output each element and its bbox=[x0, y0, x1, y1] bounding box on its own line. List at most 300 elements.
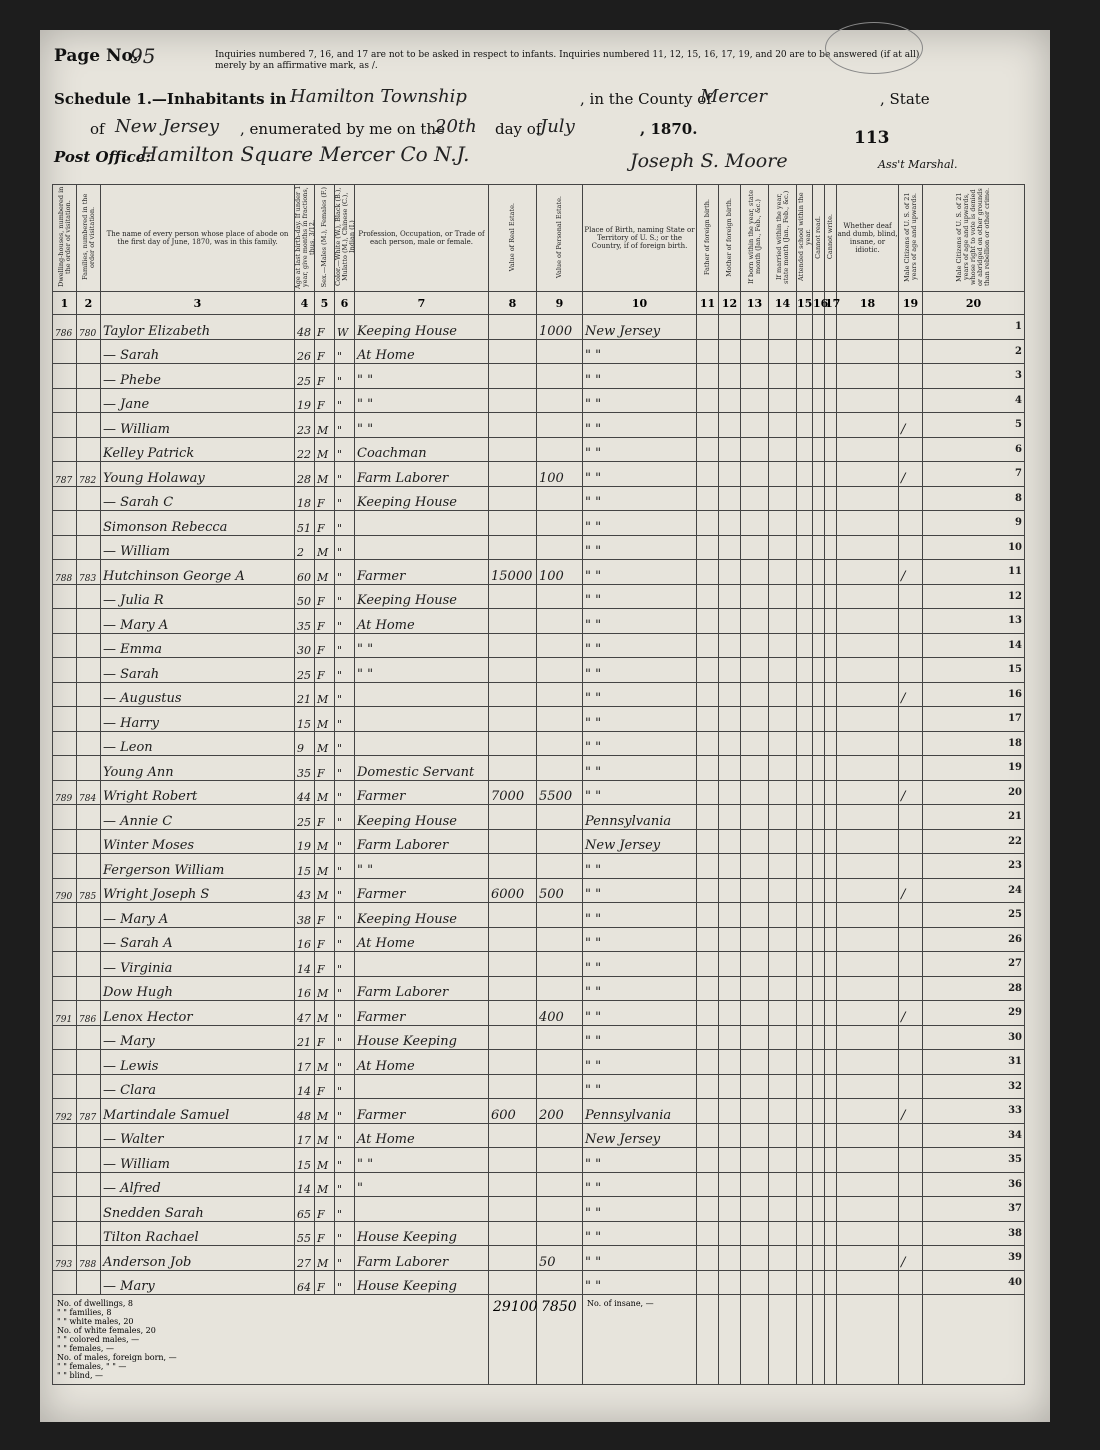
age: 15 bbox=[295, 707, 315, 732]
personal-estate-value bbox=[537, 682, 583, 707]
age: 15 bbox=[295, 1148, 315, 1173]
col-number: 8 bbox=[489, 292, 537, 315]
birthplace: " " bbox=[583, 1074, 697, 1099]
person-name: — Alfred bbox=[101, 1172, 295, 1197]
person-name: — Mary bbox=[101, 1025, 295, 1050]
male-citizen-mark bbox=[899, 388, 923, 413]
empty-cell bbox=[697, 633, 719, 658]
dwelling-number bbox=[53, 1025, 77, 1050]
personal-estate-value: 200 bbox=[537, 1099, 583, 1124]
empty-cell bbox=[719, 707, 741, 732]
empty-cell bbox=[797, 658, 813, 683]
empty-cell bbox=[697, 584, 719, 609]
age: 14 bbox=[295, 1172, 315, 1197]
table-row bbox=[53, 1246, 1025, 1271]
dwelling-number bbox=[53, 658, 77, 683]
family-number bbox=[77, 805, 101, 830]
empty-cell bbox=[813, 633, 825, 658]
family-number bbox=[77, 511, 101, 536]
personal-estate-value bbox=[537, 1270, 583, 1295]
col-head-dwelling: Dwelling-houses, numbered in the order of visitation. bbox=[53, 185, 77, 292]
personal-estate-value bbox=[537, 437, 583, 462]
family-number bbox=[77, 1148, 101, 1173]
empty-cell bbox=[825, 388, 837, 413]
empty-cell bbox=[697, 756, 719, 781]
empty-cell bbox=[697, 1050, 719, 1075]
empty-cell bbox=[797, 1221, 813, 1246]
empty-cell bbox=[741, 731, 769, 756]
age: 27 bbox=[295, 1246, 315, 1271]
empty-cell bbox=[797, 1270, 813, 1295]
empty-cell bbox=[719, 315, 741, 340]
family-number bbox=[77, 927, 101, 952]
dwelling-number bbox=[53, 584, 77, 609]
male-citizen-mark bbox=[899, 535, 923, 560]
line-number: 29 bbox=[923, 1001, 1025, 1026]
real-estate-value: 7000 bbox=[489, 780, 537, 805]
empty-cell bbox=[825, 413, 837, 438]
empty-cell bbox=[769, 731, 797, 756]
table-row bbox=[53, 1148, 1025, 1173]
col-number: 11 bbox=[697, 292, 719, 315]
sex: F bbox=[315, 1270, 335, 1295]
personal-estate-value bbox=[537, 364, 583, 389]
table-row bbox=[53, 388, 1025, 413]
page-no-label: Page No. bbox=[54, 46, 139, 66]
empty-cell bbox=[769, 1221, 797, 1246]
occupation: At Home bbox=[355, 339, 489, 364]
color: " bbox=[335, 511, 355, 536]
state-value: New Jersey bbox=[115, 116, 220, 137]
dwelling-number bbox=[53, 1197, 77, 1222]
empty-cell bbox=[769, 315, 797, 340]
col-number: 20 bbox=[923, 292, 1025, 315]
empty-cell bbox=[769, 658, 797, 683]
empty-cell bbox=[719, 927, 741, 952]
personal-estate-value bbox=[537, 805, 583, 830]
footer-summary bbox=[53, 1295, 489, 1385]
family-number bbox=[77, 1025, 101, 1050]
age: 35 bbox=[295, 609, 315, 634]
color: " bbox=[335, 952, 355, 977]
empty-cell bbox=[825, 927, 837, 952]
empty-cell bbox=[797, 756, 813, 781]
dwelling-number bbox=[53, 388, 77, 413]
male-citizen-mark bbox=[899, 927, 923, 952]
empty-cell bbox=[719, 486, 741, 511]
age: 17 bbox=[295, 1123, 315, 1148]
personal-estate-value bbox=[537, 927, 583, 952]
family-number bbox=[77, 682, 101, 707]
age: 25 bbox=[295, 805, 315, 830]
empty-cell bbox=[741, 388, 769, 413]
empty-cell bbox=[769, 1123, 797, 1148]
table-row bbox=[53, 560, 1025, 585]
age: 25 bbox=[295, 658, 315, 683]
family-number bbox=[77, 609, 101, 634]
empty-cell bbox=[797, 584, 813, 609]
line-number: 38 bbox=[923, 1221, 1025, 1246]
dwelling-number: 788 bbox=[53, 560, 77, 585]
male-citizen-mark bbox=[899, 364, 923, 389]
empty-cell bbox=[741, 486, 769, 511]
empty-cell bbox=[719, 633, 741, 658]
sex: F bbox=[315, 1197, 335, 1222]
empty-cell bbox=[719, 780, 741, 805]
dwelling-number bbox=[53, 927, 77, 952]
sex: F bbox=[315, 1074, 335, 1099]
color: " bbox=[335, 388, 355, 413]
empty-cell bbox=[697, 462, 719, 487]
person-name: Hutchinson George A bbox=[101, 560, 295, 585]
birthplace: " " bbox=[583, 413, 697, 438]
table-row bbox=[53, 756, 1025, 781]
occupation: Keeping House bbox=[355, 805, 489, 830]
male-citizen-mark bbox=[899, 339, 923, 364]
personal-estate-value: 400 bbox=[537, 1001, 583, 1026]
empty-cell bbox=[797, 976, 813, 1001]
empty-cell bbox=[797, 805, 813, 830]
occupation: Farmer bbox=[355, 1001, 489, 1026]
personal-estate-value bbox=[537, 1148, 583, 1173]
empty-cell bbox=[697, 1197, 719, 1222]
person-name: — Emma bbox=[101, 633, 295, 658]
color: " bbox=[335, 339, 355, 364]
empty-cell bbox=[697, 903, 719, 928]
real-estate-value bbox=[489, 682, 537, 707]
empty-cell bbox=[837, 633, 899, 658]
real-estate-value bbox=[489, 339, 537, 364]
age: 30 bbox=[295, 633, 315, 658]
empty-cell bbox=[825, 780, 837, 805]
empty-cell bbox=[719, 756, 741, 781]
personal-estate-value bbox=[537, 584, 583, 609]
male-citizen-mark bbox=[899, 805, 923, 830]
real-estate-value bbox=[489, 437, 537, 462]
footer-real-estate-total: 29100 bbox=[489, 1295, 537, 1385]
person-name: — Augustus bbox=[101, 682, 295, 707]
empty-cell bbox=[697, 364, 719, 389]
personal-estate-value bbox=[537, 633, 583, 658]
birthplace: " " bbox=[583, 535, 697, 560]
empty-cell bbox=[697, 315, 719, 340]
empty-cell bbox=[769, 927, 797, 952]
empty-cell bbox=[837, 1025, 899, 1050]
male-citizen-mark bbox=[899, 829, 923, 854]
dwelling-number: 792 bbox=[53, 1099, 77, 1124]
line-number: 1 bbox=[923, 315, 1025, 340]
empty-cell bbox=[697, 486, 719, 511]
empty-cell bbox=[797, 388, 813, 413]
line-number: 25 bbox=[923, 903, 1025, 928]
dwelling-number bbox=[53, 707, 77, 732]
real-estate-value bbox=[489, 658, 537, 683]
empty-cell bbox=[719, 462, 741, 487]
birthplace: " " bbox=[583, 1172, 697, 1197]
empty-cell bbox=[769, 854, 797, 879]
empty-cell bbox=[769, 584, 797, 609]
table-row bbox=[53, 339, 1025, 364]
person-name: — Phebe bbox=[101, 364, 295, 389]
empty-cell bbox=[825, 584, 837, 609]
line-number: 15 bbox=[923, 658, 1025, 683]
real-estate-value bbox=[489, 486, 537, 511]
empty-cell bbox=[741, 535, 769, 560]
color: " bbox=[335, 682, 355, 707]
empty-cell bbox=[825, 437, 837, 462]
color: " bbox=[335, 1050, 355, 1075]
person-name: Wright Robert bbox=[101, 780, 295, 805]
age: 17 bbox=[295, 1050, 315, 1075]
age: 18 bbox=[295, 486, 315, 511]
line-number: 30 bbox=[923, 1025, 1025, 1050]
empty-cell bbox=[813, 1099, 825, 1124]
table-row bbox=[53, 927, 1025, 952]
empty-cell bbox=[825, 364, 837, 389]
empty-cell bbox=[797, 1172, 813, 1197]
empty-cell bbox=[813, 388, 825, 413]
birthplace: " " bbox=[583, 780, 697, 805]
empty-cell bbox=[741, 1148, 769, 1173]
empty-cell bbox=[797, 1001, 813, 1026]
line-number: 21 bbox=[923, 805, 1025, 830]
month-value: July bbox=[540, 116, 575, 137]
empty-cell bbox=[837, 339, 899, 364]
table-row bbox=[53, 535, 1025, 560]
empty-cell bbox=[769, 560, 797, 585]
empty-cell bbox=[769, 1074, 797, 1099]
table-row bbox=[53, 1123, 1025, 1148]
male-citizen-mark bbox=[899, 1270, 923, 1295]
color: " bbox=[335, 927, 355, 952]
empty-cell bbox=[825, 854, 837, 879]
empty-cell bbox=[769, 388, 797, 413]
empty-cell bbox=[697, 1074, 719, 1099]
age: 26 bbox=[295, 339, 315, 364]
birthplace: New Jersey bbox=[583, 829, 697, 854]
male-citizen-mark: / bbox=[899, 1246, 923, 1271]
empty-cell bbox=[697, 511, 719, 536]
age: 48 bbox=[295, 1099, 315, 1124]
table-row bbox=[53, 364, 1025, 389]
empty-cell bbox=[741, 364, 769, 389]
occupation: Keeping House bbox=[355, 486, 489, 511]
line-number: 7 bbox=[923, 462, 1025, 487]
dwelling-number bbox=[53, 731, 77, 756]
real-estate-value bbox=[489, 535, 537, 560]
real-estate-value bbox=[489, 1025, 537, 1050]
personal-estate-value bbox=[537, 486, 583, 511]
person-name: Wright Joseph S bbox=[101, 878, 295, 903]
occupation: Farm Laborer bbox=[355, 1246, 489, 1271]
occupation: At Home bbox=[355, 609, 489, 634]
male-citizen-mark bbox=[899, 731, 923, 756]
birthplace: " " bbox=[583, 1050, 697, 1075]
birthplace: " " bbox=[583, 560, 697, 585]
marshal-signature: Joseph S. Moore bbox=[630, 150, 788, 172]
sex: M bbox=[315, 1148, 335, 1173]
age: 55 bbox=[295, 1221, 315, 1246]
empty-cell bbox=[719, 1172, 741, 1197]
table-row bbox=[53, 780, 1025, 805]
line-number: 16 bbox=[923, 682, 1025, 707]
real-estate-value bbox=[489, 927, 537, 952]
empty-cell bbox=[769, 413, 797, 438]
personal-estate-value bbox=[537, 339, 583, 364]
empty-cell bbox=[797, 462, 813, 487]
col-number: 3 bbox=[101, 292, 295, 315]
empty-cell bbox=[741, 952, 769, 977]
empty-cell bbox=[825, 682, 837, 707]
male-citizen-mark: / bbox=[899, 1001, 923, 1026]
empty-cell bbox=[813, 927, 825, 952]
age: 16 bbox=[295, 976, 315, 1001]
col-head-birthplace: Place of Birth, naming State or Territory of U. S.; or the Country, if of foreign birth. bbox=[583, 185, 697, 292]
empty-cell bbox=[719, 1148, 741, 1173]
personal-estate-value: 500 bbox=[537, 878, 583, 903]
empty-cell bbox=[741, 1172, 769, 1197]
family-number: 788 bbox=[77, 1246, 101, 1271]
person-name: — Clara bbox=[101, 1074, 295, 1099]
personal-estate-value bbox=[537, 1074, 583, 1099]
year-label: , 1870. bbox=[640, 120, 698, 138]
family-number bbox=[77, 486, 101, 511]
empty-cell bbox=[813, 1001, 825, 1026]
real-estate-value bbox=[489, 1172, 537, 1197]
empty-cell bbox=[719, 560, 741, 585]
empty-cell bbox=[797, 878, 813, 903]
empty-cell bbox=[697, 1025, 719, 1050]
color: " bbox=[335, 364, 355, 389]
empty-cell bbox=[813, 903, 825, 928]
empty-cell bbox=[719, 584, 741, 609]
occupation bbox=[355, 511, 489, 536]
table-row bbox=[53, 1270, 1025, 1295]
line-number: 27 bbox=[923, 952, 1025, 977]
person-name: — Julia R bbox=[101, 584, 295, 609]
line-number: 32 bbox=[923, 1074, 1025, 1099]
empty-cell bbox=[837, 1246, 899, 1271]
empty-cell bbox=[769, 682, 797, 707]
dwelling-number bbox=[53, 511, 77, 536]
real-estate-value bbox=[489, 1074, 537, 1099]
empty-cell bbox=[697, 731, 719, 756]
real-estate-value bbox=[489, 1221, 537, 1246]
col-head-real-estate: Value of Real Estate. bbox=[489, 185, 537, 292]
empty-cell bbox=[697, 976, 719, 1001]
table-row bbox=[53, 1025, 1025, 1050]
empty-cell bbox=[719, 658, 741, 683]
empty-cell bbox=[837, 1001, 899, 1026]
col-head-school: Attended school within the year. bbox=[797, 185, 813, 292]
empty-cell bbox=[797, 315, 813, 340]
birthplace: " " bbox=[583, 756, 697, 781]
dwelling-number: 791 bbox=[53, 1001, 77, 1026]
real-estate-value bbox=[489, 1050, 537, 1075]
empty-cell bbox=[825, 903, 837, 928]
col-number: 12 bbox=[719, 292, 741, 315]
census-sheet bbox=[40, 30, 1050, 1422]
empty-cell bbox=[837, 903, 899, 928]
empty-cell bbox=[697, 805, 719, 830]
male-citizen-mark bbox=[899, 315, 923, 340]
table-row bbox=[53, 1221, 1025, 1246]
empty-cell bbox=[797, 780, 813, 805]
person-name: — William bbox=[101, 1148, 295, 1173]
line-number: 18 bbox=[923, 731, 1025, 756]
family-number: 780 bbox=[77, 315, 101, 340]
color: " bbox=[335, 1197, 355, 1222]
birthplace: " " bbox=[583, 1001, 697, 1026]
color: " bbox=[335, 1270, 355, 1295]
empty-cell bbox=[825, 1050, 837, 1075]
empty-cell bbox=[741, 707, 769, 732]
family-number bbox=[77, 584, 101, 609]
footer-white-females: No. of white females, 20 bbox=[57, 1326, 156, 1335]
empty-cell bbox=[837, 1270, 899, 1295]
person-name: — Sarah bbox=[101, 339, 295, 364]
male-citizen-mark bbox=[899, 903, 923, 928]
col-number: 4 bbox=[295, 292, 315, 315]
age: 47 bbox=[295, 1001, 315, 1026]
family-number bbox=[77, 1172, 101, 1197]
family-number bbox=[77, 1197, 101, 1222]
empty-cell bbox=[719, 731, 741, 756]
col-head-male-citizens: Male Citizens of U. S. of 21 years of age and upwards. bbox=[899, 185, 923, 292]
empty-cell bbox=[825, 1270, 837, 1295]
family-number bbox=[77, 364, 101, 389]
empty-cell bbox=[813, 878, 825, 903]
empty-cell bbox=[813, 1197, 825, 1222]
birthplace: " " bbox=[583, 364, 697, 389]
empty-cell bbox=[797, 903, 813, 928]
table-row bbox=[53, 903, 1025, 928]
empty-cell bbox=[813, 584, 825, 609]
empty-cell bbox=[813, 413, 825, 438]
male-citizen-mark: / bbox=[899, 780, 923, 805]
county-value: Mercer bbox=[700, 86, 768, 107]
sex: M bbox=[315, 976, 335, 1001]
empty-cell bbox=[719, 364, 741, 389]
empty-cell bbox=[719, 1099, 741, 1124]
family-number bbox=[77, 437, 101, 462]
sex: M bbox=[315, 780, 335, 805]
sex: F bbox=[315, 952, 335, 977]
occupation: Domestic Servant bbox=[355, 756, 489, 781]
occupation: " " bbox=[355, 364, 489, 389]
line-number: 23 bbox=[923, 854, 1025, 879]
empty-cell bbox=[825, 609, 837, 634]
real-estate-value bbox=[489, 854, 537, 879]
male-citizen-mark bbox=[899, 486, 923, 511]
footer-foreign-females: " " females, " " — bbox=[57, 1362, 127, 1371]
empty-cell bbox=[797, 535, 813, 560]
of-label: of bbox=[90, 120, 105, 138]
empty-cell bbox=[813, 535, 825, 560]
family-number bbox=[77, 854, 101, 879]
person-name: — Leon bbox=[101, 731, 295, 756]
line-number: 35 bbox=[923, 1148, 1025, 1173]
col-number: 7 bbox=[355, 292, 489, 315]
empty-cell bbox=[769, 511, 797, 536]
empty-cell bbox=[719, 1221, 741, 1246]
person-name: Anderson Job bbox=[101, 1246, 295, 1271]
empty-cell bbox=[813, 339, 825, 364]
personal-estate-value bbox=[537, 756, 583, 781]
line-number: 14 bbox=[923, 633, 1025, 658]
sex: M bbox=[315, 1099, 335, 1124]
empty-cell bbox=[741, 1123, 769, 1148]
